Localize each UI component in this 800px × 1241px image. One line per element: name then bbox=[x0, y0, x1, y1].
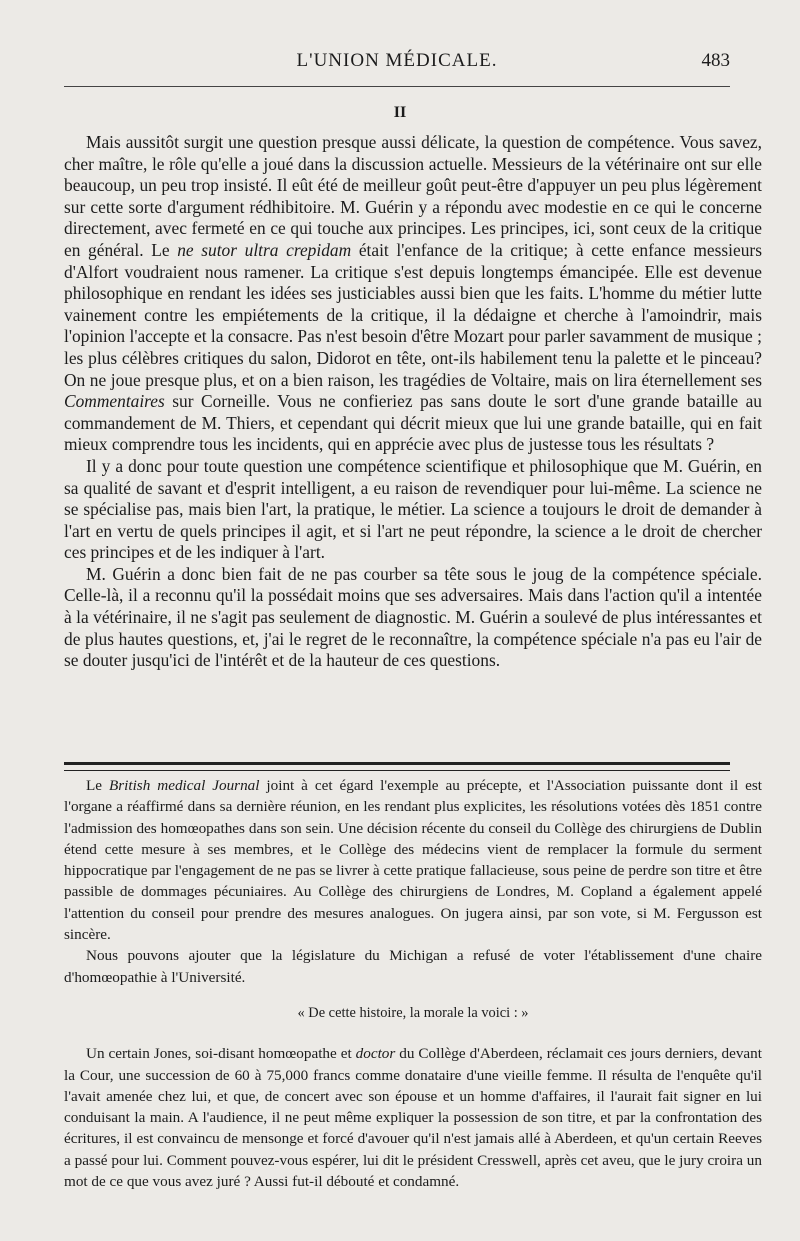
note-paragraph-2: Nous pouvons ajouter que la législature du Michigan a refusé de voter l'établissement d'une chaire d'homœopathie à l'Université. bbox=[64, 947, 762, 986]
text-span: Un certain Jones, soi-disant homœopathe et bbox=[86, 1045, 356, 1063]
italic-word: doctor bbox=[355, 1045, 396, 1063]
quote-line: « De cette histoire, la morale la voici : » bbox=[297, 1004, 529, 1021]
text-span: du Collège d'Aberdeen, réclamait ces jours derniers, devant la Cour, une succession de 60 à 75,000 francs comme donataire d'une vieille femme. Il résulta de l'enquête qu'il l'avait amenée chez lui, et que, de concert avec son épouse et un homme d'affaires, il l'aurait fait signer en lui conduisant la main. A l'audience, il ne peut même expliquer la possession de son titre, et par la confrontation des écritures, il est convaincu de mensonge et forcé d'avouer qu'il n'est jamais allé à Aberdeen, et qu'un certain Reeves a passé pour lui. Comment pouvez-vous espérer, lui dit le président Cresswell, après cet aveu, que le jury croira un mot de ce que vous avez juré ? Aussi fut-il débouté et condamné. bbox=[64, 1045, 762, 1191]
running-title: L'UNION MÉDICALE. bbox=[296, 50, 498, 71]
main-text bbox=[64, 132, 762, 672]
italic-title: Commentaires bbox=[64, 391, 165, 412]
main-paragraph-1 bbox=[64, 132, 762, 456]
italic-journal-title: British medical Journal bbox=[108, 777, 260, 794]
note-paragraph-1 bbox=[64, 775, 762, 945]
page-number: 483 bbox=[701, 50, 730, 71]
header-rule bbox=[64, 86, 730, 87]
text-span: sur Corneille. Vous ne confieriez pas sans doute le sort d'une grande bataille au commandement de M. Thiers, et cependant qui décrit mieux que lui une grande bataille, qui en fait mieux comprendre tous les incidents, qui en apprécie avec plus de justesse tous les résultats ? bbox=[64, 391, 762, 455]
section-heading: II bbox=[393, 104, 407, 121]
italic-phrase: ne sutor ultra crepidam bbox=[177, 239, 352, 260]
main-paragraph-2: Il y a donc pour toute question une compétence scientifique et philosophique que M. Guérin, en sa qualité de savant et d'esprit intelligent, a eu raison de revendiquer pour lui-même. La science ne se spécialise pas, mais bien l'art, la pratique, le métier. La science a toujours le droit de demander à l'art en vertu de quels principes il agit, et si l'art ne peut répondre, la science a le droit de chercher ces principes et de les indiquer à l'art. bbox=[64, 455, 762, 563]
text-span: Mais aussitôt surgit une question presque aussi délicate, la question de compétence. Vous savez, cher maître, le rôle qu'elle a joué dans la discussion actuelle. Messieurs de la vétérinaire ont sur elle beaucoup, un peu trop insisté. Il eût été de meilleur goût peut-être d'appuyer un peu plus légèrement sur cette sorte d'argument rédhibitoire. M. Guérin y a répondu avec modestie en ce qui le concerne directement, avec fermeté en ce qui touche aux principes. Les principes, ici, sont ceux de la critique en général. Le bbox=[64, 132, 762, 260]
main-paragraph-3: M. Guérin a donc bien fait de ne pas courber sa tête sous le joug de la compétence spéciale. Celle-là, il a reconnu qu'il la possédait moins que ses adversaires. Mais dans l'action qu'il a intentée à la vétérinaire, il ne s'agit pas seulement de diagnostic. M. Guérin a soulevé de plus intéressantes et de plus hautes questions, et, j'ai le regret de le reconnaître, la compétence spéciale n'a pas eu l'air de se douter jusqu'ici de l'intérêt et de la hauteur de ces questions. bbox=[64, 563, 762, 671]
text-span: était l'enfance de la critique; à cette enfance messieurs d'Alfort voudraient nous ramener. La critique s'est depuis longtemps émancipée. Elle est devenue philosophique en rendant les idées ses justiciables aussi bien que les faits. L'homme du métier lutte vainement contre les empiétements de la critique, il la dédaigne et cherche à l'amoindrir, mais l'opinion l'accepte et la consacre. Pas n'est besoin d'être Mozart pour parler savamment de musique ; les plus célèbres critiques du salon, Didorot en tête, ont-ils habilement tenu la palette et le pinceau? On ne joue presque plus, et on a bien raison, les tragédies de Voltaire, mais on lira éternellement ses bbox=[64, 239, 762, 390]
note-text bbox=[64, 775, 762, 1192]
page-header bbox=[64, 50, 730, 78]
section-separator bbox=[64, 762, 730, 771]
text-span: joint à cet égard l'exemple au précepte, et l'Association puissante dont il est l'organe a réaffirmé dans sa dernière réunion, en les rendant plus explicites, les résolutions votées dès 1851 contre l'admission des homœopathes dans son sein. Une décision récente du conseil du Collège des chirurgiens de Dublin étend cette mesure à ses membres, et le Collège des médecins vient de remplacer la formule du serment hippocratique par l'engagement de ne pas se livrer à cette pratique fallacieuse, sous peine de perdre son titre et être passible de dommages pécuniaires. Au Collège des chirurgiens de Londres, M. Copland a également appelé l'attention du conseil pour prendre des mesures analogues. On jugera ainsi, par son vote, si M. Fergusson est sincère. bbox=[64, 777, 762, 944]
text-span: Le bbox=[86, 777, 109, 794]
note-paragraph-3 bbox=[64, 1043, 762, 1192]
